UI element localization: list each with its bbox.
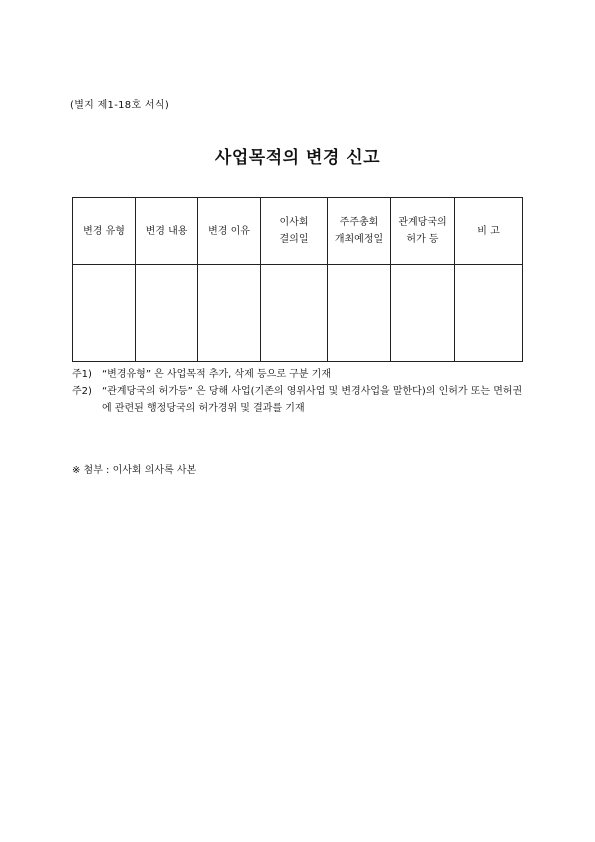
header-change-reason: 변경 이유 [198, 198, 261, 265]
note-marker: 주1) [72, 369, 92, 380]
note-text: “변경유형” 은 사업목적 추가, 삭제 등으로 구분 기재 [102, 369, 331, 380]
table-row [73, 265, 523, 362]
cell-shareholders-meeting-date[interactable] [328, 265, 391, 362]
cell-change-reason[interactable] [198, 265, 261, 362]
header-change-type: 변경 유형 [73, 198, 136, 265]
change-report-table [72, 197, 523, 362]
note-item [72, 383, 527, 417]
cell-change-type[interactable] [73, 265, 136, 362]
cell-board-resolution-date[interactable] [261, 265, 328, 362]
page-title: 사업목적의 변경 신고 [214, 148, 381, 168]
form-number: (별지 제1-18호 서식) [70, 100, 170, 111]
note-item [72, 366, 527, 383]
cell-change-content[interactable] [136, 265, 198, 362]
table-header-row [73, 198, 523, 265]
note-marker: 주2) [72, 386, 92, 397]
header-remarks: 비 고 [455, 198, 523, 265]
attachment-note: ※ 첨부 : 이사회 의사록 사본 [72, 465, 197, 476]
header-change-content: 변경 내용 [136, 198, 198, 265]
header-authority-permission: 관계당국의 허가 등 [391, 198, 455, 265]
header-shareholders-meeting-date: 주주총회 개최예정일 [328, 198, 391, 265]
notes-section [72, 366, 527, 417]
cell-authority-permission[interactable] [391, 265, 455, 362]
header-board-resolution-date: 이사회 결의일 [261, 198, 328, 265]
note-text: “관계당국의 허가등” 은 당해 사업(기존의 영위사업 및 변경사업을 말한다)의 인허가 또는 면허권에 관련된 행정당국의 허가경위 및 결과를 기재 [102, 386, 523, 414]
cell-remarks[interactable] [455, 265, 523, 362]
